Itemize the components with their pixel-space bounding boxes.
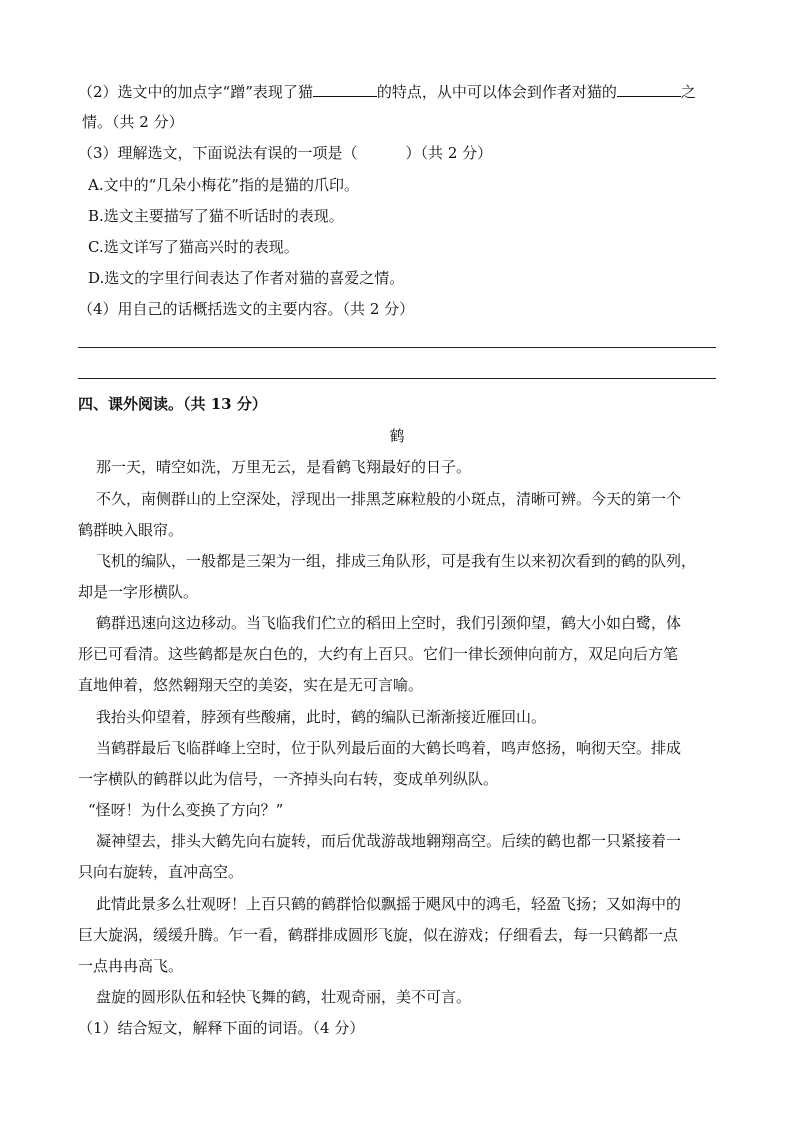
q3-stem-a: （3）理解选文，下面说法有误的一项是（ [78,144,358,162]
passage-line-1: 那一天，晴空如洗，万里无云，是看鹤飞翔最好的日子。 [96,458,472,476]
sub-question-1: （1）结合短文，解释下面的词语。（4 分） [78,1019,365,1037]
passage-line-6: 鹤群迅速向这边移动。当飞临我们伫立的稻田上空时，我们引颈仰望，鹤大小如白鹭，体 [96,614,682,632]
q2-blank-1[interactable] [313,82,377,97]
q3-option-a: A.文中的“几朵小梅花”指的是猫的爪印。 [88,176,359,194]
q3-option-d: D.选文的字里行间表达了作者对猫的喜爱之情。 [88,269,405,287]
q3-stem [78,143,492,163]
q2-text-b: 的特点，从中可以体会到作者对猫的 [376,83,617,101]
passage-line-7: 形已可看清。这些鹤都是灰白色的，大约有上百只。它们一律长颈伸向前方，双足向后方笔 [78,645,679,663]
q2-text-a: （2）选文中的加点字“蹭”表现了猫 [78,83,313,101]
passage-line-2: 不久，南侧群山的上空深处，浮现出一排黑芝麻粒般的小斑点，清晰可辨。今天的第一个 [96,490,682,508]
q2-blank-2[interactable] [617,82,681,97]
passage-line-4: 飞机的编队，一般都是三架为一组，排成三角队形，可是我有生以来初次看到的鹤的队列， [96,552,697,570]
q3-option-b: B.选文主要描写了猫不听话时的表现。 [88,207,344,225]
passage-line-10: 当鹤群最后飞临群峰上空时，位于队列最后面的大鹤长鸣着，鸣声悠扬，响彻天空。排成 [96,739,682,757]
q4-stem: （4）用自己的话概括选文的主要内容。（共 2 分） [78,300,415,318]
passage-line-18: 盘旋的圆形队伍和轻快飞舞的鹤，壮观奇丽，美不可言。 [96,988,472,1006]
passage-line-11: 一字横队的鹤群以此为信号，一齐掉头向右转，变成单列纵队。 [78,770,499,788]
passage-line-9: 我抬头仰望着，脖颈有些酸痛，此时，鹤的编队已渐渐接近雁回山。 [96,708,547,726]
section-heading: 四、课外阅读。（共 13 分） [78,395,267,413]
passage-line-13: 凝神望去，排头大鹤先向右旋转，而后优哉游哉地翱翔高空。后续的鹤也都一只紧接着一 [96,832,682,850]
answer-line-1[interactable] [78,347,716,348]
passage-line-16: 巨大旋涡，缓缓升腾。乍一看，鹤群排成圆形飞旋，似在游戏；仔细看去，每一只鹤都一点 [78,926,679,944]
passage-line-15: 此情此景多么壮观呀！上百只鹤的鹤群恰似飘摇于飓风中的鸿毛，轻盈飞扬；又如海中的 [96,895,682,913]
passage-line-3: 鹤群映入眼帘。 [78,521,184,539]
q2-line-1 [78,82,696,102]
passage-line-8: 直地伸着，悠然翱翔天空的美姿，实在是无可言喻。 [78,676,424,694]
q3-option-c: C.选文详写了猫高兴时的表现。 [88,238,299,256]
q2-line-2: 情。（共 2 分） [82,113,184,131]
passage-line-17: 一点冉冉高飞。 [78,957,184,975]
passage-line-5: 却是一字形横队。 [78,583,199,601]
q3-stem-b: ）（共 2 分） [405,144,493,162]
passage-line-12: “怪呀！为什么变换了方向？” [88,801,284,819]
q2-text-c: 之 [680,83,696,101]
passage-title: 鹤 [389,427,405,445]
passage-line-14: 只向右旋转，直冲高空。 [78,863,244,881]
answer-line-2[interactable] [78,378,716,379]
